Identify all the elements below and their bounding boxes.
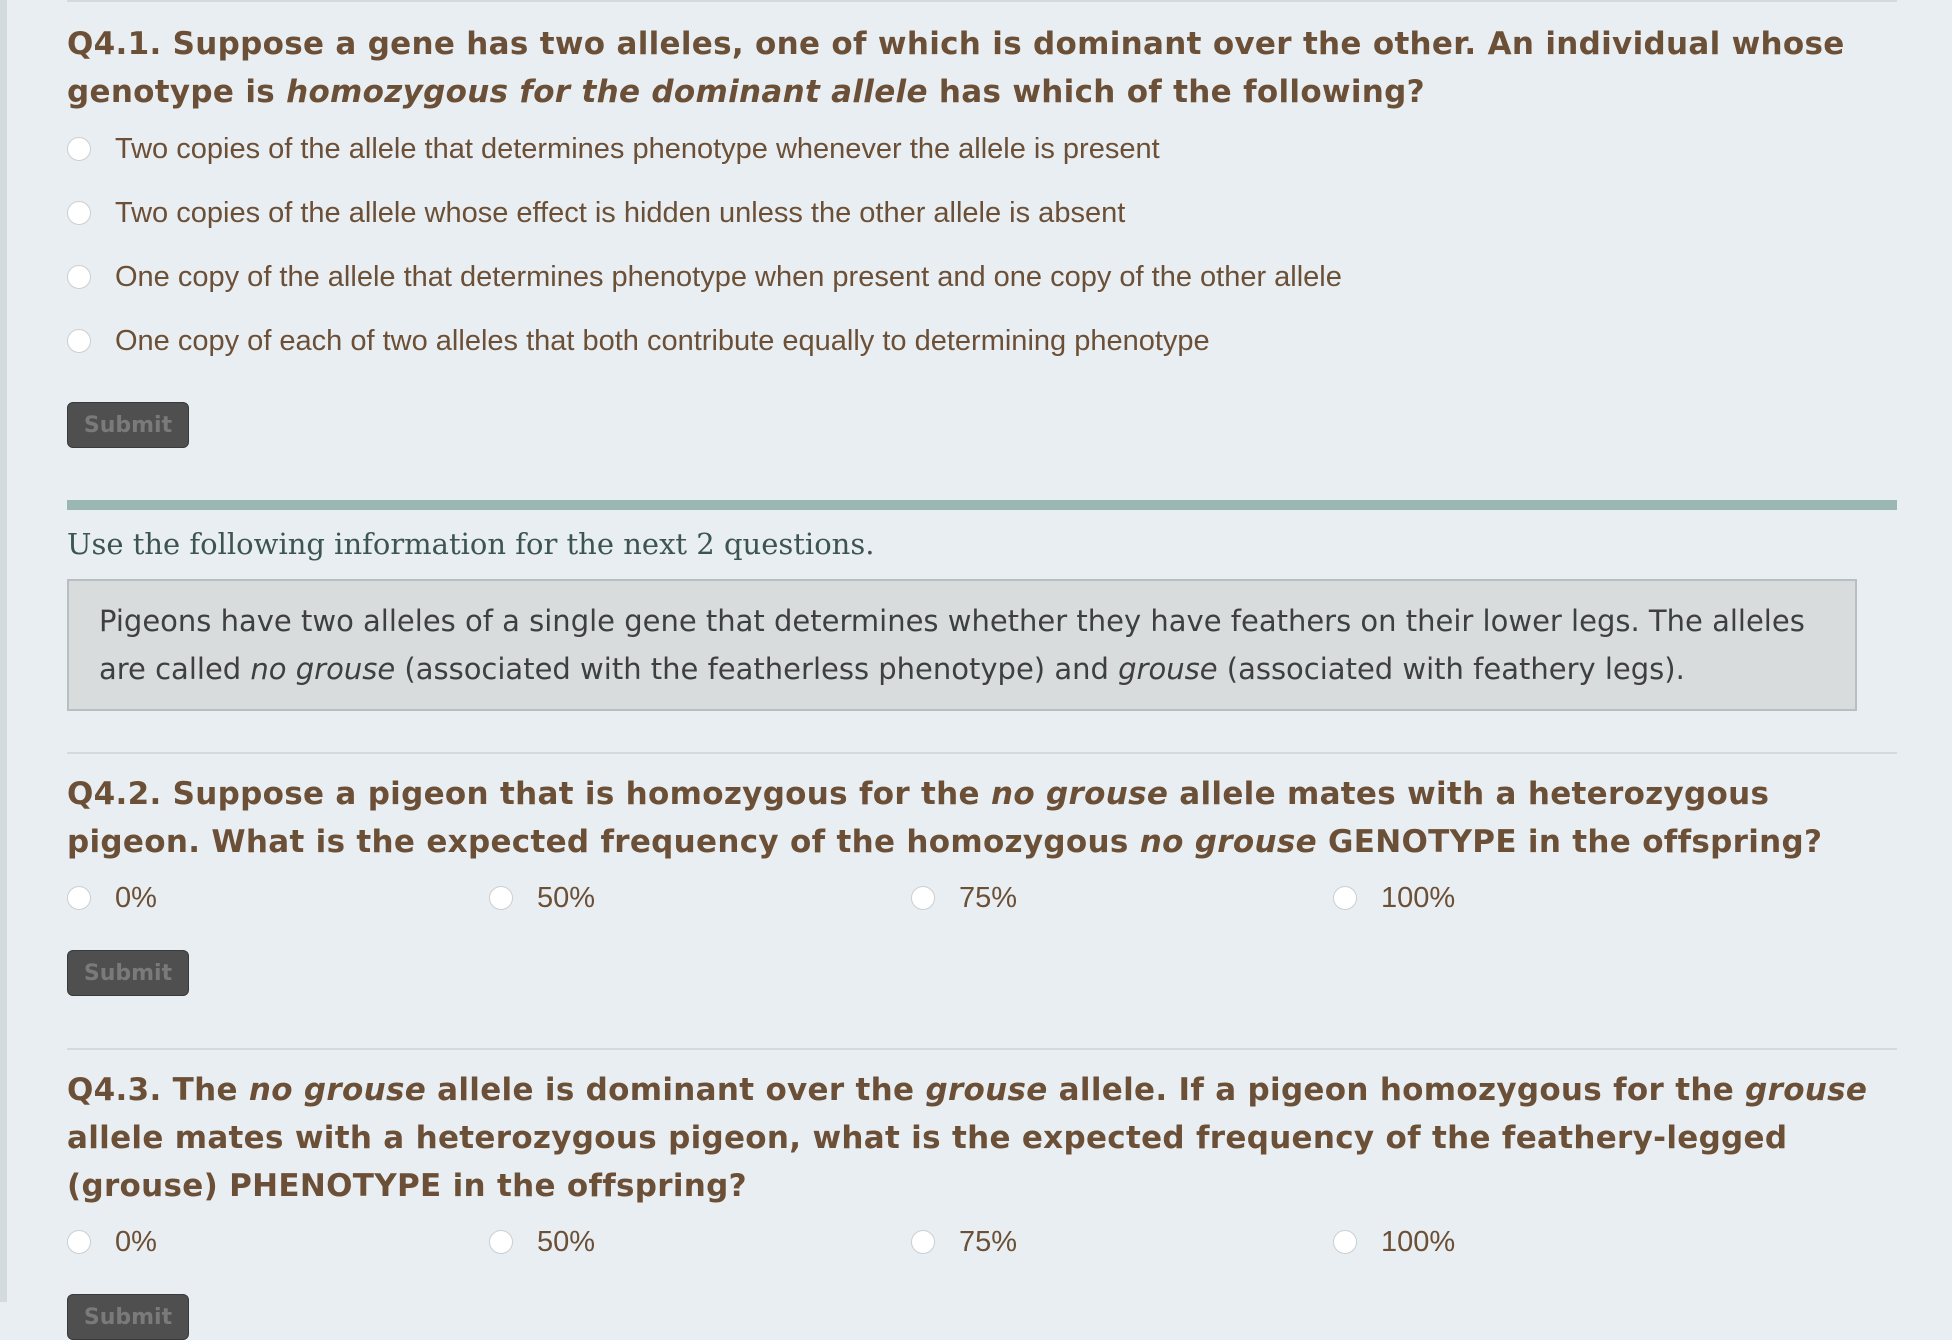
- radio-button[interactable]: [489, 886, 513, 910]
- q4-3-option-2[interactable]: [489, 1226, 911, 1259]
- option-label: Two copies of the allele whose effect is hidden unless the other allele is absent: [115, 196, 1126, 229]
- option-label: One copy of each of two alleles that both contribute equally to determining phenotype: [115, 324, 1210, 357]
- question-q4-1: [67, 20, 1897, 448]
- info-intro: Use the following information for the next 2 questions.: [67, 527, 875, 561]
- q4-2-option-3[interactable]: [911, 882, 1333, 915]
- radio-button[interactable]: [489, 1230, 513, 1254]
- radio-button[interactable]: [1333, 1230, 1357, 1254]
- option-label: 0%: [115, 1225, 157, 1258]
- q4-2-submit-button[interactable]: Submit: [67, 950, 189, 996]
- q4-1-option-3[interactable]: [67, 245, 1897, 309]
- quiz-content: [67, 0, 1897, 1340]
- question-q4-2-text: Q4.2. Suppose a pigeon that is homozygous for the no grouse allele mates with a heterozygous pigeon. What is the expected frequency of the homozygous no grouse GENOTYPE in the offspring?: [67, 776, 1823, 860]
- question-q4-2: [67, 770, 1897, 996]
- radio-button[interactable]: [67, 329, 91, 353]
- question-q4-3-text: Q4.3. The no grouse allele is dominant over the grouse allele. If a pigeon homozygous for the grouse allele mates with a heterozygous pigeon, what is the expected frequency of the feathery-legged (grouse) PHENOTYPE in the offspring?: [67, 1072, 1868, 1204]
- q4-1-submit-button[interactable]: Submit: [67, 402, 189, 448]
- option-label: One copy of the allele that determines phenotype when present and one copy of the other allele: [115, 260, 1342, 293]
- q4-1-options: [67, 117, 1897, 373]
- option-label: 0%: [115, 881, 157, 914]
- q4-1-option-1[interactable]: [67, 117, 1897, 181]
- radio-button[interactable]: [1333, 886, 1357, 910]
- left-edge-strip: [0, 0, 7, 1302]
- option-label: 75%: [959, 881, 1018, 914]
- option-label: Two copies of the allele that determines phenotype whenever the allele is present: [115, 132, 1160, 165]
- q4-2-option-2[interactable]: [489, 882, 911, 915]
- emphasis-text: no grouse: [1139, 824, 1317, 860]
- info-box: Pigeons have two alleles of a single gene that determines whether they have feathers on their lower legs. The alleles are called no grouse (associated with the featherless phenotype) and grouse (associated with feathery legs).: [67, 579, 1857, 711]
- q4-2-option-1[interactable]: [67, 882, 489, 915]
- q4-3-option-3[interactable]: [911, 1226, 1333, 1259]
- q4-1-option-4[interactable]: [67, 309, 1897, 373]
- question-q4-3: [67, 1066, 1897, 1340]
- emphasis-text: homozygous for the dominant allele: [286, 74, 928, 110]
- q4-3-option-4[interactable]: [1333, 1226, 1755, 1259]
- emphasis-text: grouse: [1745, 1072, 1868, 1108]
- top-divider: [67, 0, 1897, 2]
- emphasis-text: grouse: [1118, 652, 1218, 686]
- option-label: 50%: [537, 881, 596, 914]
- q4-3-option-1[interactable]: [67, 1226, 489, 1259]
- q4-3-submit-button[interactable]: Submit: [67, 1294, 189, 1340]
- radio-button[interactable]: [67, 886, 91, 910]
- radio-button[interactable]: [911, 886, 935, 910]
- section-divider: [67, 500, 1897, 510]
- q4-2-options: [67, 866, 1897, 930]
- question-q4-1-text: Q4.1. Suppose a gene has two alleles, one of which is dominant over the other. An individual whose genotype is homozygous for the dominant allele has which of the following?: [67, 26, 1845, 110]
- option-label: 50%: [537, 1225, 596, 1258]
- emphasis-text: no grouse: [248, 1072, 427, 1108]
- radio-button[interactable]: [67, 1230, 91, 1254]
- radio-button[interactable]: [67, 201, 91, 225]
- radio-button[interactable]: [67, 137, 91, 161]
- q4-1-option-2[interactable]: [67, 181, 1897, 245]
- option-label: 100%: [1381, 1225, 1456, 1258]
- emphasis-text: no grouse: [990, 776, 1169, 812]
- option-label: 75%: [959, 1225, 1018, 1258]
- divider: [67, 1048, 1897, 1050]
- q4-2-option-4[interactable]: [1333, 882, 1755, 915]
- q4-3-options: [67, 1210, 1897, 1274]
- divider: [67, 752, 1897, 754]
- option-label: 100%: [1381, 881, 1456, 914]
- radio-button[interactable]: [911, 1230, 935, 1254]
- emphasis-text: no grouse: [250, 652, 396, 686]
- radio-button[interactable]: [67, 265, 91, 289]
- emphasis-text: grouse: [925, 1072, 1048, 1108]
